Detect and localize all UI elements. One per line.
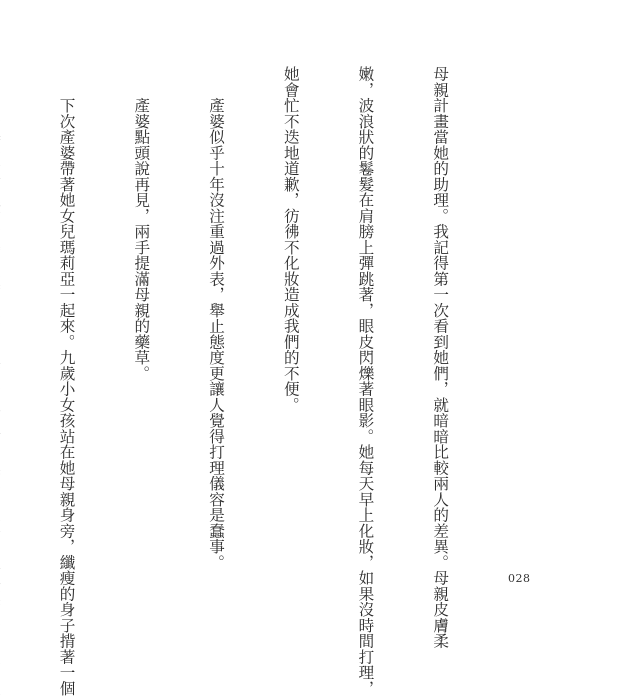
text-column: 產婆似乎十年沒注重過外表，舉止態度更讓人覺得打理儀容是蠢事。 <box>207 66 226 570</box>
page-number: 028 <box>508 572 531 585</box>
text-column: 她會忙不迭地道歉，彷彿不化妝造成我們的不便。 <box>281 66 300 413</box>
vertical-text-block <box>0 66 502 696</box>
text-column: 母親計畫當她的助理。我記得第一次看到她們，就暗暗比較兩人的差異。母親皮膚柔 <box>431 66 450 649</box>
text-column: 下次產婆帶著她女兒瑪莉亞一起來。九歲小女孩站在她母親身旁，纖瘦的身子揹著一個 <box>57 66 76 696</box>
text-column: 產婆點頭說再見，兩手提滿母親的藥草。 <box>132 66 151 381</box>
text-column <box>0 66 4 566</box>
text-column: 嫩，波浪狀的鬈髮在肩膀上彈跳著，眼皮閃爍著眼影。她每天早上化妝，如果沒時間打理， <box>356 66 375 696</box>
